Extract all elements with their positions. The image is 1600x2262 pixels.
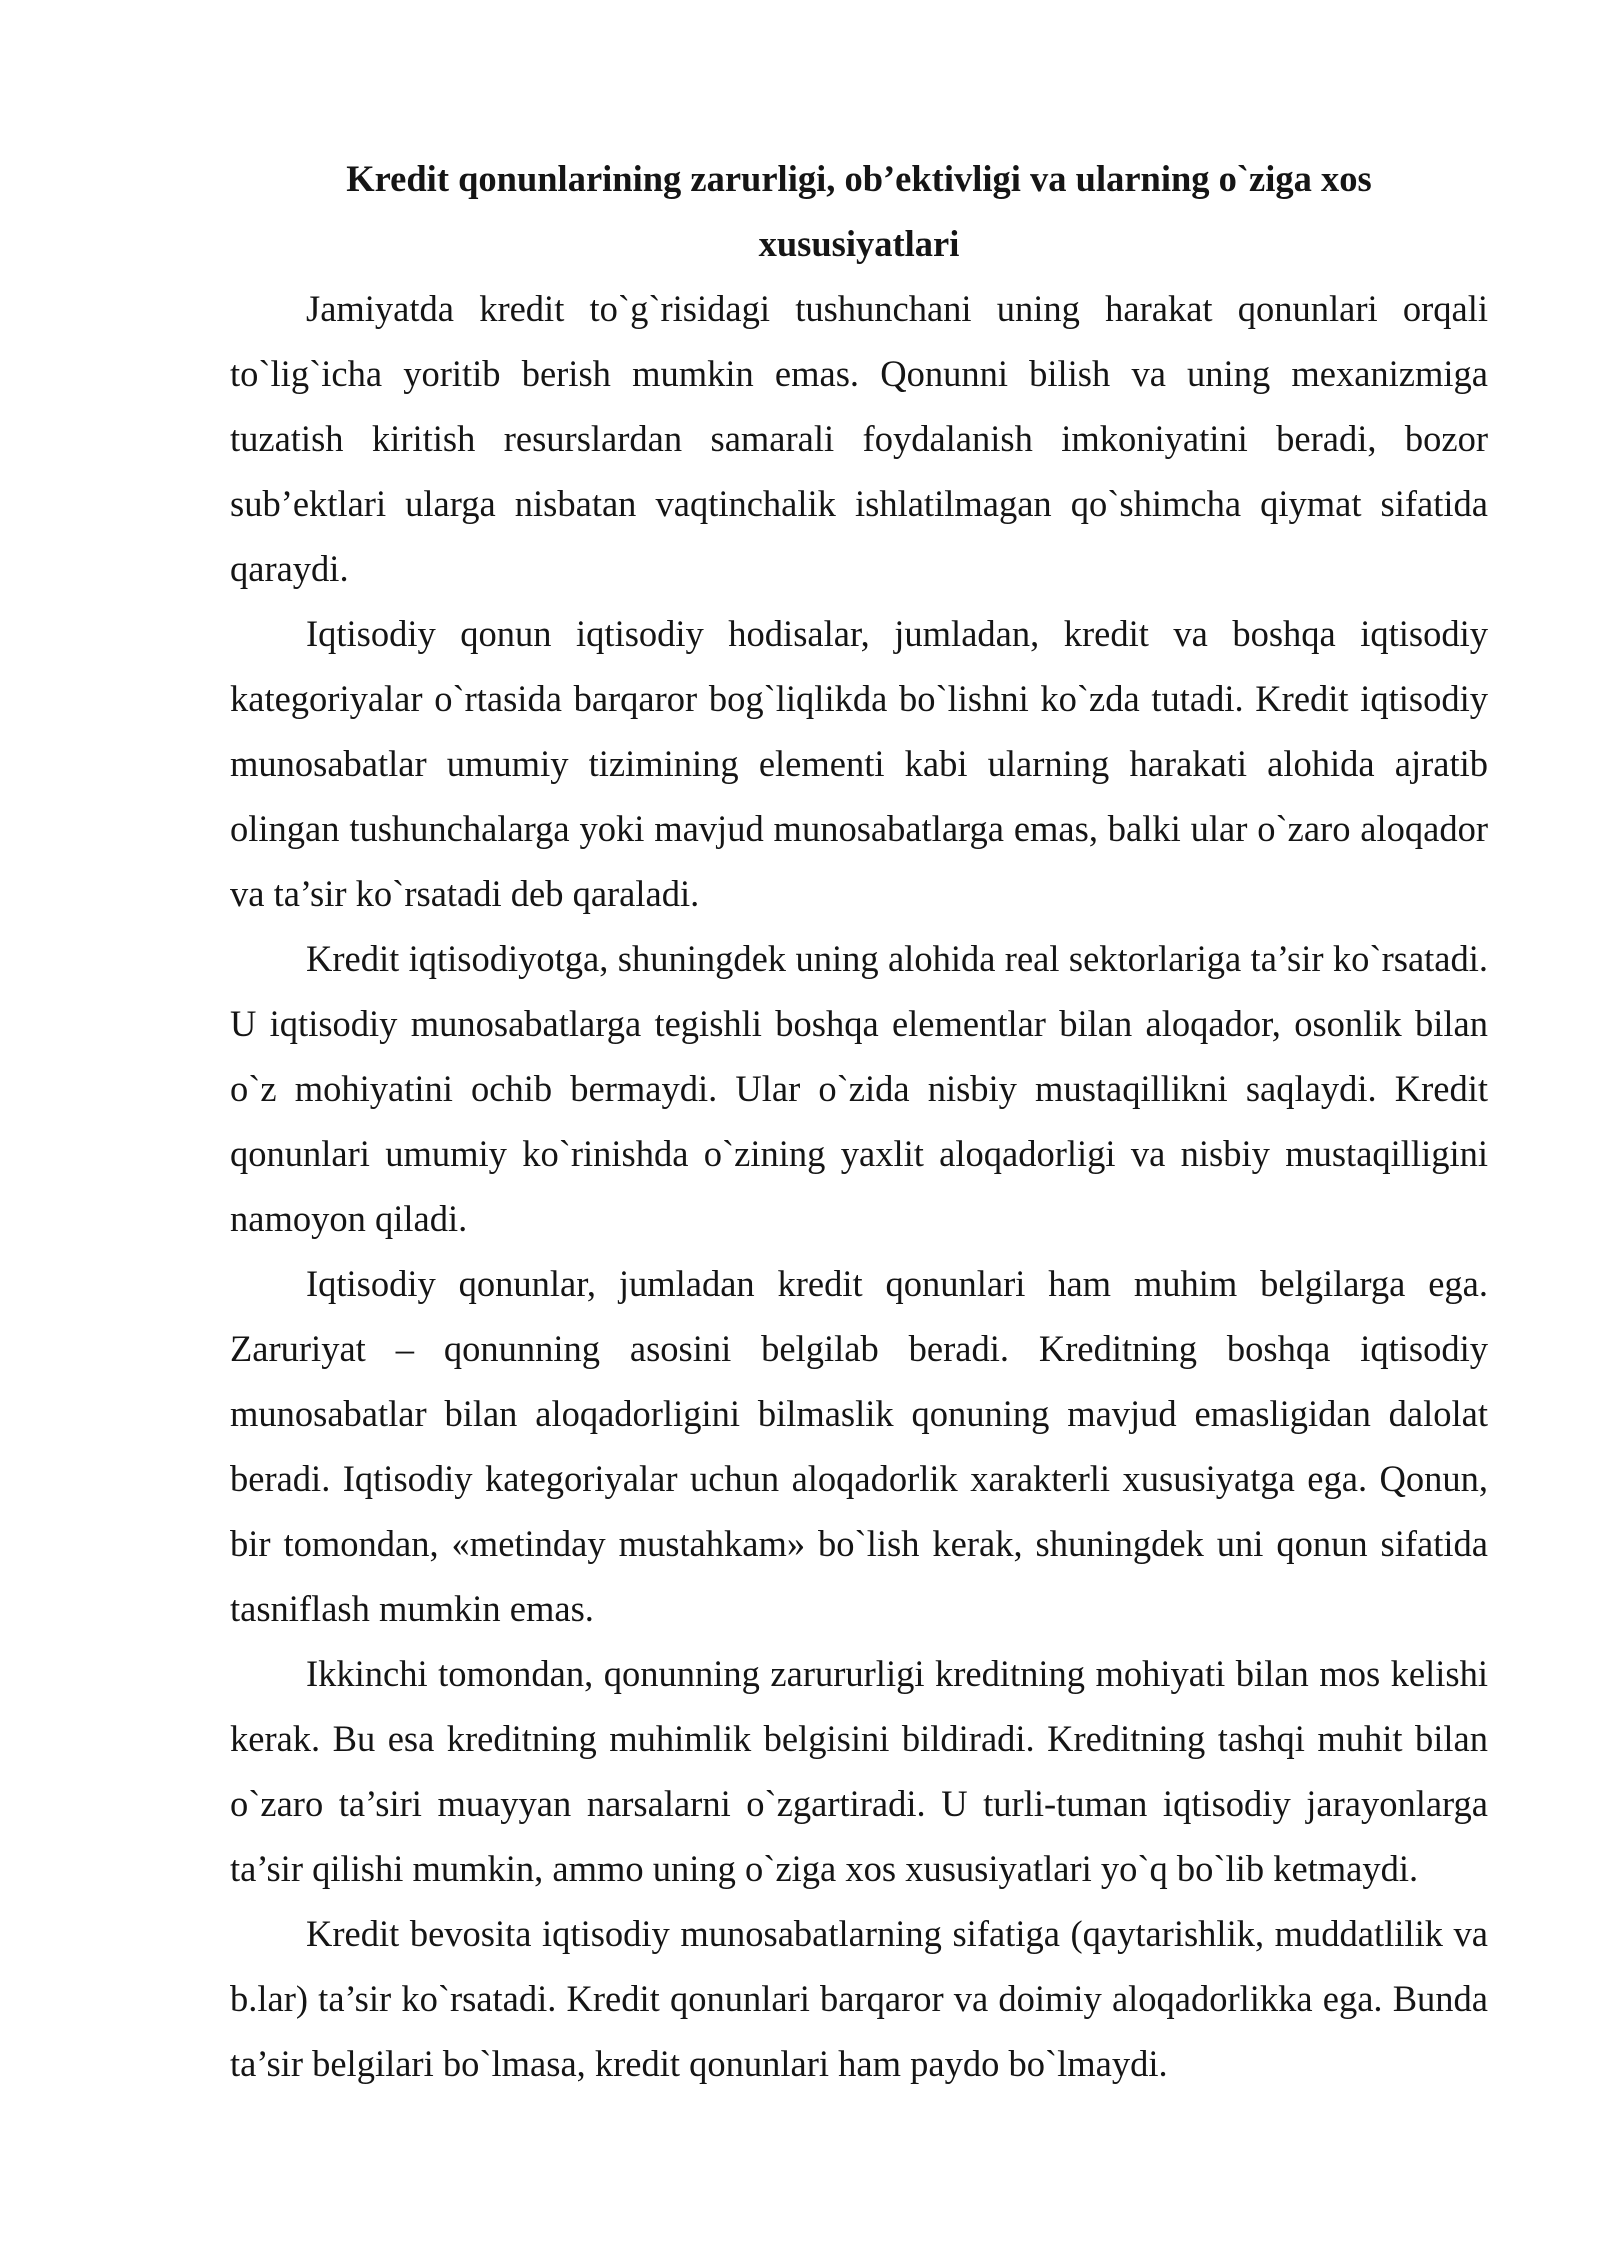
paragraph-3: Kredit iqtisodiyotga, shuningdek uning alohida real sektorlariga ta’sir ko`rsatadi. U iqtisodiy munosabatlarga tegishli boshqa elementlar bilan aloqador, osonlik bilan o`z mohiyatini ochib bermaydi. Ular o`zida nisbiy mustaqillikni saqlaydi. Kredit qonunlari umumiy ko`rinishda o`zining yaxlit aloqadorligi va nisbiy mustaqilligini namoyon qiladi. [230, 938, 1488, 1239]
document-page [230, 146, 1488, 2096]
paragraph-6: Kredit bevosita iqtisodiy munosabatlarning sifatiga (qaytarishlik, muddatlilik va b.lar) ta’sir ko`rsatadi. Kredit qonunlari barqaror va doimiy aloqadorlikka ega. Bunda ta’sir belgilari bo`lmasa, kredit qonunlari ham paydo bo`lmaydi. [230, 1913, 1488, 2084]
paragraph-4: Iqtisodiy qonunlar, jumladan kredit qonunlari ham muhim belgilarga ega. Zaruriyat – qonunning asosini belgilab beradi. Kreditning boshqa iqtisodiy munosabatlar bilan aloqadorligini bilmaslik qonuning mavjud emasligidan dalolat beradi. Iqtisodiy kategoriyalar uchun aloqadorlik xarakterli xususiyatga ega. Qonun, bir tomondan, «metinday mustahkam» bo`lish kerak, shuningdek uni qonun sifatida tasniflash mumkin emas. [230, 1263, 1488, 1629]
document-title: Kredit qonunlarining zarurligi, ob’ektivligi va ularning o`ziga xos xususiyatlari [346, 158, 1372, 264]
paragraph-5: Ikkinchi tomondan, qonunning zarururligi kreditning mohiyati bilan mos kelishi kerak. Bu esa kreditning muhimlik belgisini bildiradi. Kreditning tashqi muhit bilan o`zaro ta’siri muayyan narsalarni o`zgartiradi. U turli-tuman iqtisodiy jarayonlarga ta’sir qilishi mumkin, ammo uning o`ziga xos xususiyatlari yo`q bo`lib ketmaydi. [230, 1653, 1488, 1889]
paragraph-2: Iqtisodiy qonun iqtisodiy hodisalar, jumladan, kredit va boshqa iqtisodiy kategoriyalar o`rtasida barqaror bog`liqlikda bo`lishni ko`zda tutadi. Kredit iqtisodiy munosabatlar umumiy tizimining elementi kabi ularning harakati alohida ajratib olingan tushunchalarga yoki mavjud munosabatlarga emas, balki ular o`zaro aloqador va ta’sir ko`rsatadi deb qaraladi. [230, 613, 1488, 914]
paragraph-1: Jamiyatda kredit to`g`risidagi tushunchani uning harakat qonunlari orqali to`lig`icha yoritib berish mumkin emas. Qonunni bilish va uning mexanizmiga tuzatish kiritish resurslardan samarali foydalanish imkoniyatini beradi, bozor sub’ektlari ularga nisbatan vaqtinchalik ishlatilmagan qo`shimcha qiymat sifatida qaraydi. [230, 288, 1488, 589]
